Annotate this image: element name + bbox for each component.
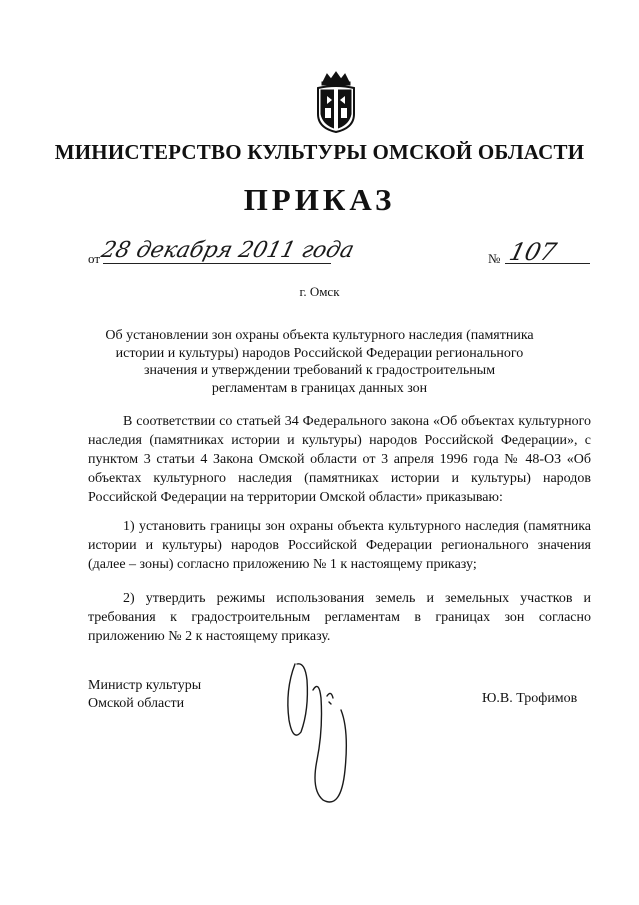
date-prefix: от xyxy=(88,251,101,266)
subject-heading xyxy=(80,327,559,397)
date-text: 28 декабря 2011 года xyxy=(98,237,357,263)
signer-title-line: Министр культуры xyxy=(88,678,202,693)
number-prefix: № xyxy=(488,251,501,266)
number-text: 107 xyxy=(506,237,560,266)
handwritten-number xyxy=(508,236,588,266)
document-type: ПРИКАЗ xyxy=(243,182,396,217)
subject-line: истории и культуры) народов Российской Федерации регионального xyxy=(115,345,524,361)
handwritten-date xyxy=(98,230,357,266)
handwritten-signature xyxy=(283,650,363,820)
signer-title xyxy=(88,677,201,713)
order-item-2: 2) утвердить режимы использования земель и земельных участков и требования к градостроительным регламентам в границах зон согласно приложению № 2 к настоящему приказу. xyxy=(88,591,591,644)
signer-title-line: Омской области xyxy=(88,696,185,711)
subject-line: регламентам в границах данных зон xyxy=(211,380,428,396)
city: г. Омск xyxy=(299,284,340,299)
signer-name: Ю.В. Трофимов xyxy=(482,691,578,706)
ministry-name: МИНИСТЕРСТВО КУЛЬТУРЫ ОМСКОЙ ОБЛАСТИ xyxy=(54,140,585,164)
order-item-1: 1) установить границы зон охраны объекта культурного наследия (памятника истории и культуры) народов Российской Федерации регионального значения (далее – зоны) согласно приложению № 1 к настоящему приказу; xyxy=(88,519,591,572)
omsk-coat-of-arms-icon xyxy=(313,70,359,134)
subject-line: Об установлении зон охраны объекта культурного наследия (памятника xyxy=(105,328,534,343)
intro-paragraph: В соответствии со статьей 34 Федерального закона «Об объектах культурного наследия (памятниках истории и культуры) народов Российской Федерации», с пунктом 3 статьи 4 Закона Омской области от 3 апреля 1996 года № 48-ОЗ «Об объектах культурного наследия (памятниках истории и культуры) народов Российской Федерации на территории Омской области» приказываю: xyxy=(88,414,591,505)
subject-line: значения и утверждении требований к градостроительным xyxy=(143,363,496,378)
